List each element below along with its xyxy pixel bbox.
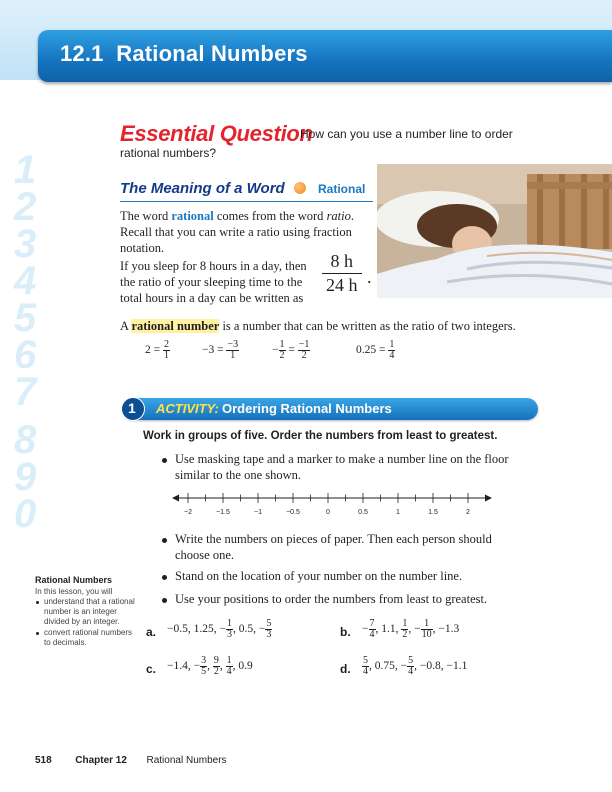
denominator: 2	[279, 350, 285, 361]
para-text: .	[350, 209, 354, 223]
number-line-label: −0.5	[286, 509, 300, 516]
number-line-label: 0.5	[358, 509, 368, 516]
activity-step	[175, 531, 492, 563]
para-text: If you sleep for 8 hours in a day, then	[120, 259, 307, 273]
para-text: is a number that can be written as the ratio of two integers.	[219, 319, 516, 333]
step-text: choose one.	[175, 548, 235, 562]
bullet-icon	[36, 632, 39, 635]
number-line-label: −1.5	[216, 509, 230, 516]
problem-c: −1.4, − $\frac{3}{5}$ , $\frac{9}{2}$ , $\frac{1}{4}$ , 0.9	[167, 655, 253, 677]
right-arrow-icon	[485, 495, 492, 502]
decor-digit: 0	[14, 492, 37, 536]
activity-step: Use your positions to order the numbers from least to greatest.	[175, 592, 488, 606]
lesson-number: 12.1	[60, 41, 104, 66]
numerator: −1	[298, 339, 310, 350]
para-text: notation.	[120, 241, 165, 255]
problem-label-a: a.	[146, 625, 157, 639]
sidebar-text: convert rational numbers	[44, 628, 133, 637]
example-fraction	[226, 340, 239, 361]
problem-b: − $\frac{7}{4}$ , 1.1, $\frac{1}{2}$ , − $\frac{1}{10}$ , −1.3	[362, 618, 460, 640]
step-text: Use masking tape and a marker to make a number line on the floor	[175, 452, 509, 466]
bullet-circle-icon	[294, 182, 306, 194]
decor-digit: 1	[14, 148, 37, 192]
essential-question-text: How can you use a number line to order	[300, 127, 513, 141]
sidebar-title: Rational Numbers	[35, 575, 113, 585]
activity-label: ACTIVITY:	[156, 401, 219, 416]
step-text: Write the numbers on pieces of paper. Then each person should	[175, 532, 492, 546]
activity-instruction: Work in groups of five. Order the numbers from least to greatest.	[143, 430, 498, 442]
problem-label-b: b.	[340, 625, 351, 639]
footer-chapter-title: Rational Numbers	[146, 755, 227, 766]
step-text: similar to the one shown.	[175, 468, 302, 482]
sleep-ratio-fraction	[322, 250, 362, 296]
sleeping-girl-photo	[377, 164, 612, 298]
rational-number-definition	[120, 318, 516, 334]
number-line-labels	[184, 509, 470, 516]
example-lhs: −3 =	[202, 344, 224, 357]
activity-number: 1	[128, 400, 136, 416]
activity-title: Ordering Rational Numbers	[222, 401, 392, 416]
example-equation: − $\frac{1}{2}$ = $\frac{-1}{2}$	[272, 339, 310, 361]
example-equation	[202, 340, 239, 361]
highlight-word-rational: rational	[171, 209, 214, 223]
lesson-title-text: Rational Numbers	[116, 41, 308, 66]
meaning-of-word-heading: The Meaning of a Word	[120, 180, 285, 197]
example-equation	[145, 340, 170, 361]
number-line	[172, 488, 492, 518]
number-line-label: 1.5	[428, 509, 438, 516]
bullet-icon	[162, 598, 167, 603]
decor-digit: 2	[14, 185, 37, 229]
para-text: A	[120, 319, 132, 333]
denominator: 1	[230, 350, 236, 361]
sidebar-text: understand that a rational	[44, 597, 135, 606]
sleep-ratio-paragraph	[120, 258, 325, 306]
italic-word-ratio: ratio	[326, 209, 351, 223]
fraction-period: .	[367, 267, 372, 287]
example-fraction-lhs	[279, 340, 286, 361]
bullet-icon	[36, 601, 39, 604]
numerator: 1	[389, 339, 395, 350]
meaning-word: Rational	[318, 182, 366, 196]
bullet-icon	[162, 538, 167, 543]
definition-term: rational number	[131, 319, 220, 333]
decor-digit: 7	[14, 370, 37, 414]
activity-step	[175, 451, 509, 483]
numerator: 2	[164, 339, 169, 350]
essential-question-heading: Essential Question	[120, 121, 313, 146]
denominator: 1	[164, 350, 169, 361]
number-line-label: −2	[184, 509, 192, 516]
sidebar-text: to decimals.	[44, 638, 87, 647]
photo-illustration	[377, 164, 612, 298]
problem-a: −0.5, 1.25, − $\frac{1}{3}$ , 0.5, − $\frac{5}{3}$	[167, 618, 272, 640]
sidebar-text: number is an integer	[44, 607, 117, 616]
example-sign: −	[272, 344, 279, 357]
example-fraction	[388, 340, 395, 361]
decor-digit: 6	[14, 333, 37, 377]
para-text: the ratio of your sleeping time to the	[120, 275, 303, 289]
denominator: 4	[389, 350, 395, 361]
page-number: 518	[35, 755, 52, 766]
word-origin-paragraph	[120, 208, 375, 256]
footer-chapter: Chapter 12	[75, 755, 127, 766]
decor-digit: 3	[14, 222, 37, 266]
example-lhs: 2 =	[145, 344, 161, 357]
problem-label-d: d.	[340, 662, 351, 676]
decor-digit: 5	[14, 296, 37, 340]
activity-step: Stand on the location of your number on the number line.	[175, 569, 463, 583]
fraction-denominator: 24 h	[326, 274, 358, 295]
denominator: 2	[301, 350, 307, 361]
sidebar-text: divided by an integer.	[44, 617, 120, 626]
sidebar-intro: In this lesson, you will	[35, 587, 113, 596]
para-text: The word	[120, 209, 172, 223]
problem-d: $\frac{5}{4}$ , 0.75, − $\frac{5}{4}$ , −0.8, −1.1	[363, 655, 468, 677]
bullet-icon	[162, 458, 167, 463]
sidebar-item	[44, 628, 132, 648]
decor-digit: 4	[14, 259, 37, 303]
fraction-numerator: 8 h	[322, 250, 362, 274]
para-text: Recall that you can write a ratio using fraction	[120, 225, 352, 239]
problem-label-c: c.	[146, 662, 157, 676]
number-line-label: 2	[466, 509, 470, 516]
heading-divider	[120, 201, 373, 202]
number-line-label: −1	[254, 509, 262, 516]
para-text: comes from the word	[213, 209, 327, 223]
example-fraction	[163, 340, 170, 361]
bullet-icon	[162, 575, 167, 580]
lesson-title	[60, 41, 308, 67]
example-lhs: 0.25 =	[356, 344, 386, 357]
example-fraction	[298, 340, 311, 361]
left-arrow-icon	[172, 495, 179, 502]
sidebar-item	[44, 597, 135, 627]
essential-question-text-2: rational numbers?	[120, 146, 217, 160]
example-equation	[356, 340, 395, 361]
number-line-label: 1	[396, 509, 400, 516]
numerator: −3	[227, 339, 239, 350]
page-footer	[35, 755, 227, 766]
para-text: total hours in a day can be written as	[120, 291, 304, 305]
decor-digit: 8	[14, 418, 37, 462]
decor-digit: 9	[14, 455, 37, 499]
numerator: 1	[279, 339, 285, 350]
number-line-label: 0	[326, 509, 330, 516]
